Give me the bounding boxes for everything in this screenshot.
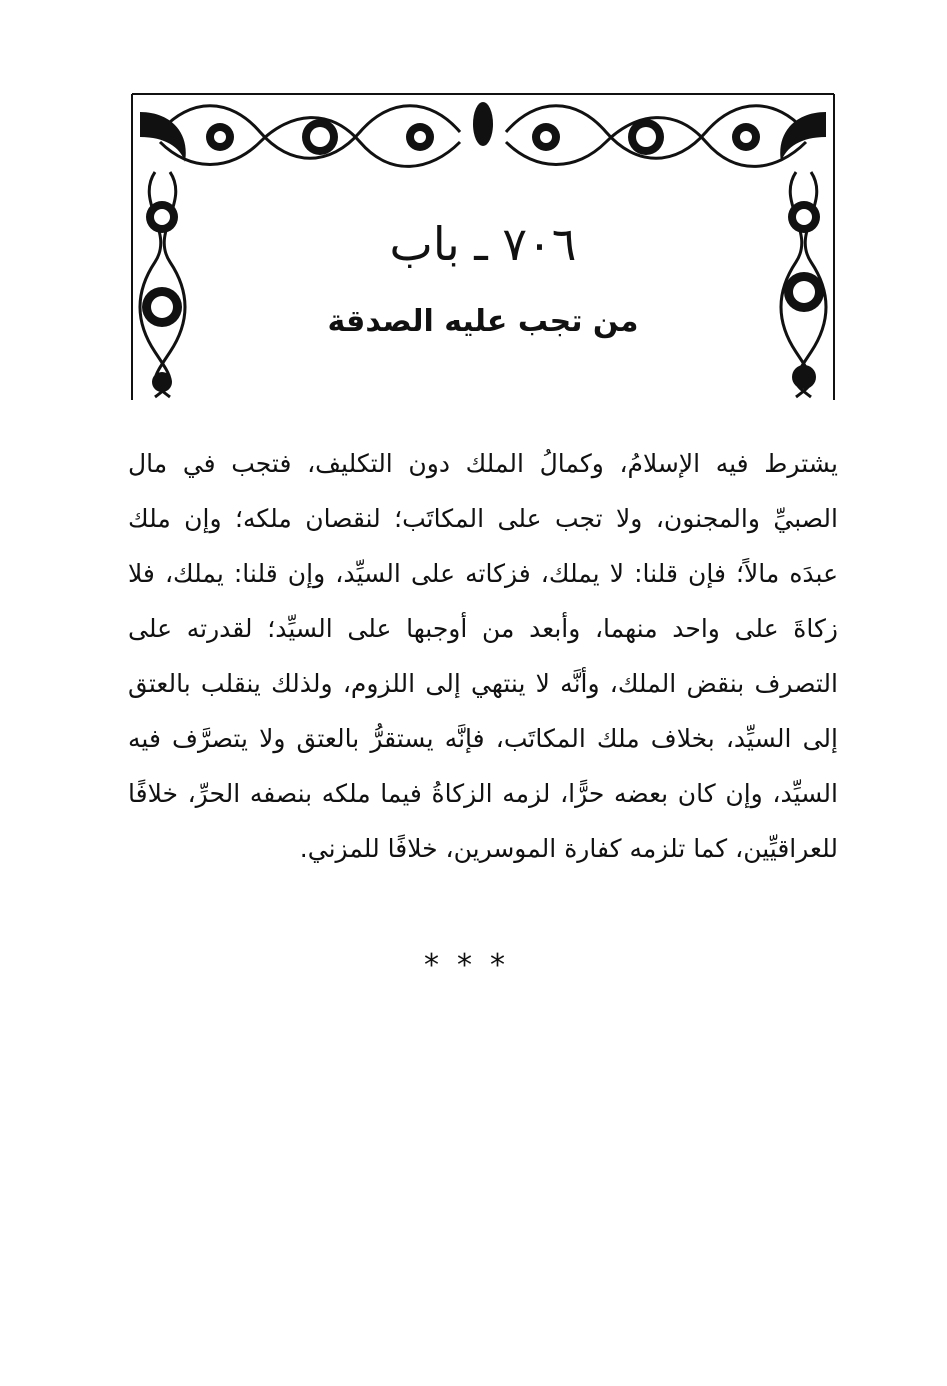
section-separator: ***	[424, 948, 523, 983]
chapter-number: ٧٠٦ ـ باب	[389, 217, 577, 271]
chapter-title: من تجب عليه الصدقة	[327, 304, 639, 339]
ornamental-frame	[130, 92, 836, 400]
body-text	[128, 436, 838, 876]
paragraph: يشترط فيه الإسلامُ، وكمالُ الملك دون التكليف، فتجب في مال الصبيِّ والمجنون، ولا تجب على المكاتَب؛ لنقصان ملكه؛ وإن ملك عبدَه مالاً؛ فإن قلنا: لا يملك، فزكاته على السيِّد، وإن قلنا: يملك، فلا زكاةَ على واحد منهما، وأبعد من أوجبها على السيِّد؛ لقدرته على التصرف بنقض الملك، وأنَّه لا ينتهي إلى اللزوم، ولذلك ينقلب بالعتق إلى السيِّد، بخلاف ملك المكاتَب، فإنَّه يستقرُّ بالعتق ولا يتصرَّف فيه السيِّد، وإن كان بعضه حرًّا، لزمه الزكاةُ فيما ملكه بنصفه الحرِّ، خلافًا للعراقيِّين، كما تلزمه كفارة الموسرين، خلافًا للمزني.	[128, 449, 838, 863]
